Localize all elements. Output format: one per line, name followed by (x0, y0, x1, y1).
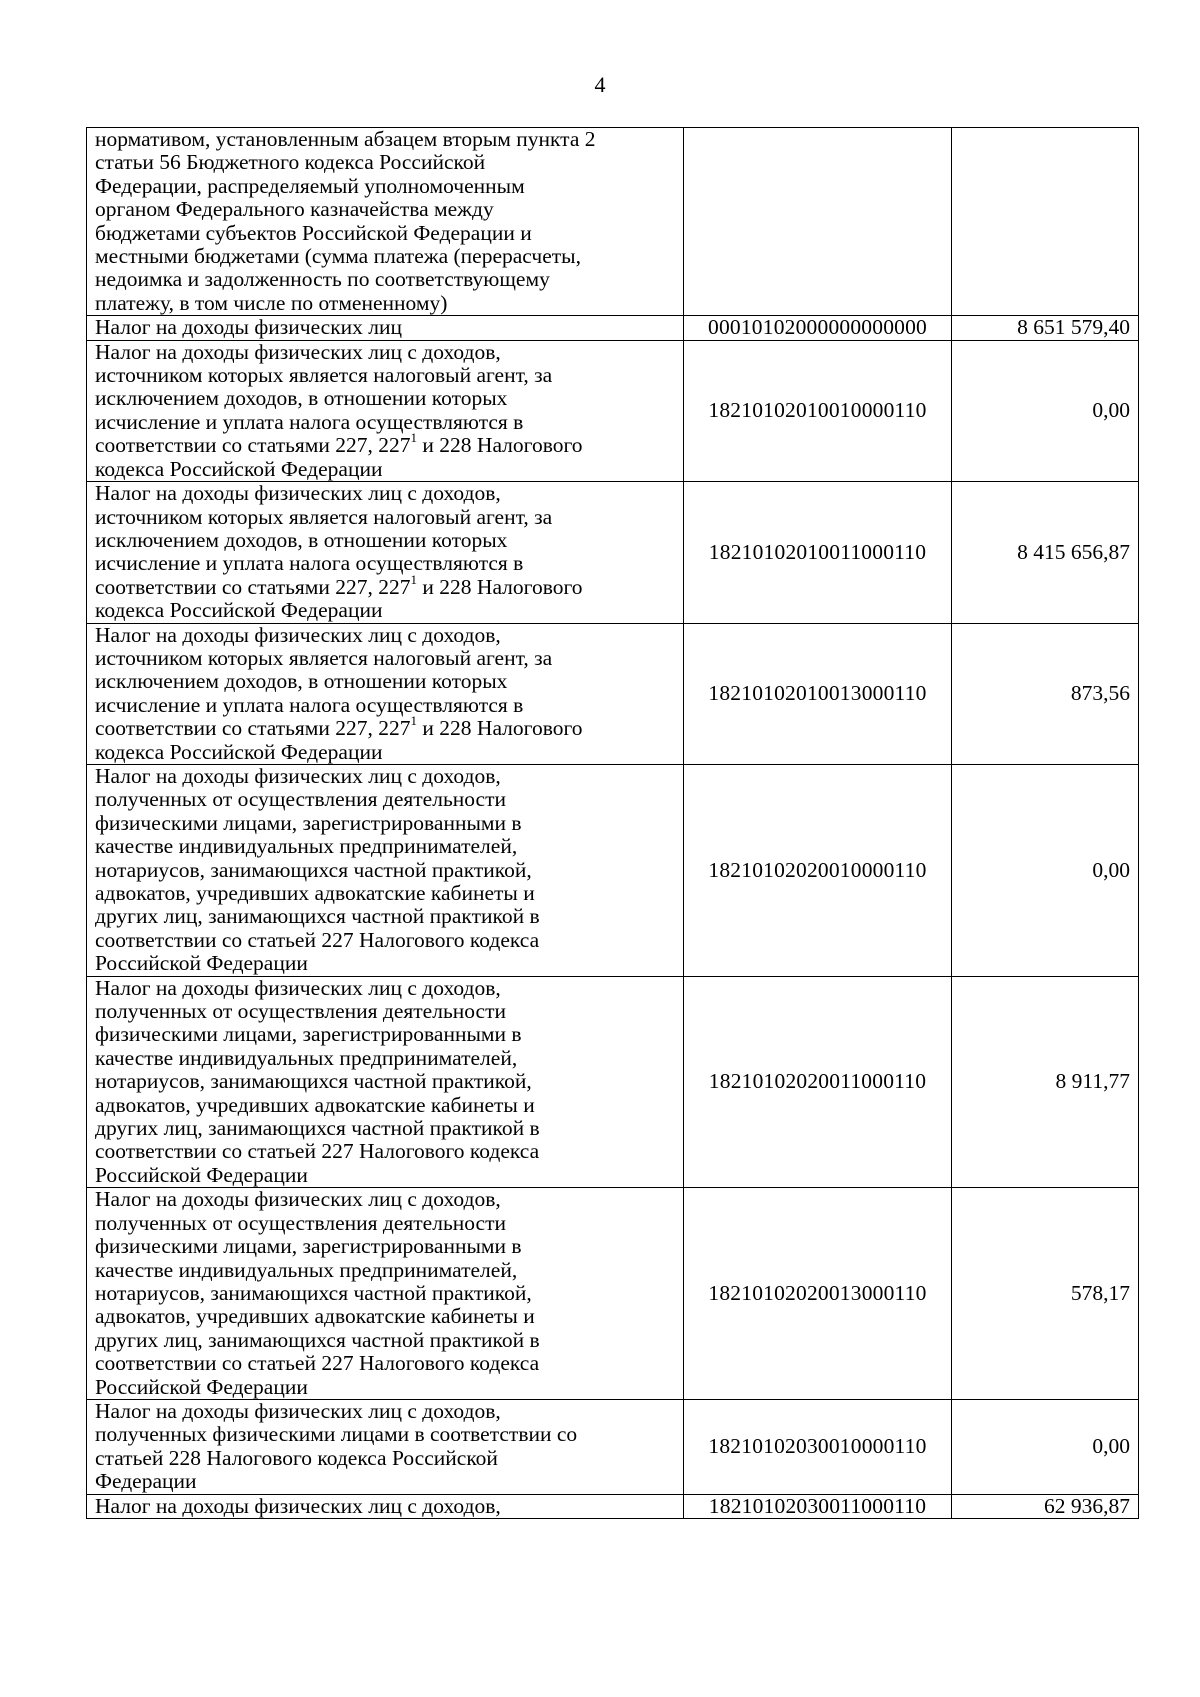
row-name-line (95, 1140, 675, 1163)
row-name-line (95, 316, 675, 339)
row-name-line (95, 882, 675, 905)
row-name-text: Налог на доходы физических лиц с доходов, (95, 340, 501, 364)
article-superscript: 1 (410, 713, 418, 728)
amount-value: 0,00 (952, 340, 1139, 481)
row-name-line (95, 268, 675, 291)
row-name-cell (87, 340, 684, 481)
row-name-line (95, 713, 675, 741)
row-name-line (95, 765, 675, 788)
row-name-text: органом Федерального казначейства между (95, 197, 494, 222)
row-name-line (95, 571, 675, 599)
row-name-text: исключением доходов, в отношении которых (95, 669, 508, 694)
row-name-text: Российской Федерации (95, 1374, 308, 1399)
table-row (87, 128, 1139, 316)
row-name-text: исключением доходов, в отношении которых (95, 386, 508, 411)
amount-value: 62 936,87 (952, 1494, 1139, 1518)
row-name-line (95, 245, 675, 268)
table-row (87, 340, 1139, 481)
amount-value (952, 128, 1139, 316)
row-name-line (95, 624, 675, 647)
row-name-text: нотариусов, занимающихся частной практикой, (95, 1280, 532, 1305)
budget-classification-code: 18210102020013000110 (684, 1188, 952, 1400)
row-name-text: Налог на доходы физических лиц с доходов, (95, 1494, 501, 1518)
budget-revenue-table (86, 127, 1139, 1519)
row-name-line (95, 1212, 675, 1235)
row-name-text: качестве индивидуальных предпринимателей, (95, 1257, 518, 1282)
amount-value: 8 415 656,87 (952, 482, 1139, 623)
row-name-text: физическими лицами, зарегистрированными в (95, 1022, 522, 1047)
row-name-line (95, 1117, 675, 1140)
row-name-text: источником которых является налоговый агент, за (95, 363, 553, 388)
row-name-text: платежу, в том числе по отмененному) (95, 290, 448, 315)
budget-classification-code: 18210102030011000110 (684, 1494, 952, 1518)
row-name-text: источником которых является налоговый агент, за (95, 504, 553, 529)
row-name-text: физическими лицами, зарегистрированными в (95, 810, 522, 835)
row-name-text: других лиц, занимающихся частной практикой в (95, 1116, 540, 1141)
row-name-line (95, 1423, 675, 1446)
row-name-text: адвокатов, учредивших адвокатские кабинеты и (95, 1092, 535, 1117)
row-name-text: соответствии со статьей 227 Налогового кодекса (95, 1139, 540, 1164)
row-name-text: Налог на доходы физических лиц с доходов, (95, 1399, 501, 1423)
row-name-cell (87, 623, 684, 764)
row-name-text: кодекса Российской Федерации (95, 598, 383, 623)
row-name-text: нормативом, установленным абзацем вторым пункта 2 (95, 127, 596, 151)
row-name-text: исчисление и уплата налога осуществляются в (95, 551, 524, 576)
row-name-line (95, 1329, 675, 1352)
row-name-line (95, 1235, 675, 1258)
article-superscript: 1 (410, 430, 418, 446)
row-name-cell (87, 482, 684, 623)
table-row (87, 1399, 1139, 1494)
row-name-line (95, 1094, 675, 1117)
budget-classification-code: 18210102030010000110 (684, 1399, 952, 1494)
row-name-line (95, 482, 675, 505)
table-row (87, 1188, 1139, 1400)
row-name-text: соответствии со статьей 227 Налогового кодекса (95, 927, 540, 952)
row-name-line (95, 1070, 675, 1093)
row-name-text: соответствии со статьями 227, 227 (95, 716, 411, 741)
row-name-line (95, 1376, 675, 1399)
row-name-cell (87, 764, 684, 976)
row-name-text: источником которых является налоговый агент, за (95, 645, 553, 670)
row-name-text: адвокатов, учредивших адвокатские кабинеты и (95, 1304, 535, 1329)
row-name-text: недоимка и задолженность по соответствующему (95, 267, 550, 292)
row-name-line (95, 1305, 675, 1328)
amount-value: 578,17 (952, 1188, 1139, 1400)
row-name-cell (87, 316, 684, 340)
table-row (87, 482, 1139, 623)
row-name-line (95, 1282, 675, 1305)
row-name-line (95, 1447, 675, 1470)
row-name-line (95, 552, 675, 575)
row-name-line (95, 1000, 675, 1023)
row-name-text: статьей 228 Налогового кодекса Российской (95, 1445, 498, 1470)
row-name-cell (87, 1494, 684, 1518)
page-number: 4 (594, 72, 606, 97)
row-name-line (95, 1188, 675, 1211)
amount-value: 873,56 (952, 623, 1139, 764)
row-name-line (95, 506, 675, 529)
row-name-line (95, 1164, 675, 1187)
row-name-cell (87, 128, 684, 316)
row-name-line (95, 694, 675, 717)
row-name-line (95, 128, 675, 151)
row-name-line (95, 1495, 675, 1518)
row-name-text: кодекса Российской Федерации (95, 456, 383, 481)
row-name-text: полученных от осуществления деятельности (95, 1210, 506, 1235)
budget-classification-code: 18210102020010000110 (684, 764, 952, 976)
row-name-text: соответствии со статьями 227, 227 (95, 574, 411, 599)
row-name-line (95, 175, 675, 198)
row-name-text: местными бюджетами (сумма платежа (перерасчеты, (95, 244, 581, 269)
budget-classification-code: 18210102010013000110 (684, 623, 952, 764)
row-name-line (95, 952, 675, 975)
row-name-text: бюджетами субъектов Российской Федерации и (95, 220, 532, 245)
row-name-text: исчисление и уплата налога осуществляются в (95, 409, 524, 434)
table-body (87, 128, 1139, 1519)
row-name-line (95, 1023, 675, 1046)
row-name-text: статьи 56 Бюджетного кодекса Российской (95, 150, 486, 175)
row-name-text: Российской Федерации (95, 951, 308, 976)
row-name-text-tail: и 228 Налогового (417, 433, 583, 458)
budget-classification-code (684, 128, 952, 316)
row-name-text: Налог на доходы физических лиц с доходов, (95, 1187, 501, 1212)
row-name-text: исчисление и уплата налога осуществляются в (95, 692, 524, 717)
row-name-text: Федерации, распределяемый уполномоченным (95, 173, 525, 198)
row-name-line (95, 387, 675, 410)
amount-value: 8 651 579,40 (952, 316, 1139, 340)
row-name-text: других лиц, занимающихся частной практикой в (95, 1327, 540, 1352)
row-name-text: Налог на доходы физических лиц с доходов, (95, 764, 501, 788)
row-name-cell (87, 1188, 684, 1400)
row-name-line (95, 647, 675, 670)
row-name-line (95, 1047, 675, 1070)
row-name-cell (87, 976, 684, 1188)
row-name-line (95, 1470, 675, 1493)
row-name-line (95, 859, 675, 882)
row-name-line (95, 905, 675, 928)
row-name-line (95, 977, 675, 1000)
row-name-line (95, 929, 675, 952)
table-row (87, 623, 1139, 764)
row-name-line (95, 341, 675, 364)
row-name-text: качестве индивидуальных предпринимателей, (95, 1045, 518, 1070)
row-name-text: других лиц, занимающихся частной практикой в (95, 904, 540, 929)
amount-value: 0,00 (952, 764, 1139, 976)
row-name-text: Налог на доходы физических лиц с доходов, (95, 976, 501, 1000)
row-name-text-tail: и 228 Налогового (417, 574, 583, 599)
budget-classification-code: 18210102020011000110 (684, 976, 952, 1188)
amount-value: 0,00 (952, 1399, 1139, 1494)
table-row (87, 316, 1139, 340)
row-name-text: Налог на доходы физических лиц (95, 315, 403, 340)
row-name-text: нотариусов, занимающихся частной практикой, (95, 857, 532, 882)
table-row (87, 976, 1139, 1188)
budget-classification-code: 00010102000000000000 (684, 316, 952, 340)
article-superscript: 1 (410, 571, 418, 587)
row-name-line (95, 292, 675, 315)
row-name-text: Налог на доходы физических лиц с доходов, (95, 623, 501, 647)
row-name-line (95, 1259, 675, 1282)
row-name-text: Налог на доходы физических лиц с доходов, (95, 481, 501, 506)
budget-classification-code: 18210102010010000110 (684, 340, 952, 481)
row-name-text: полученных от осуществления деятельности (95, 999, 506, 1024)
amount-value: 8 911,77 (952, 976, 1139, 1188)
row-name-line (95, 458, 675, 481)
row-name-line (95, 198, 675, 221)
row-name-line (95, 364, 675, 387)
row-name-text-tail: и 228 Налогового (417, 716, 583, 741)
row-name-line (95, 812, 675, 835)
row-name-text: качестве индивидуальных предпринимателей, (95, 834, 518, 859)
row-name-text: исключением доходов, в отношении которых (95, 527, 508, 552)
row-name-text: соответствии со статьей 227 Налогового кодекса (95, 1351, 540, 1376)
row-name-line (95, 151, 675, 174)
table-row (87, 1494, 1139, 1518)
row-name-line (95, 1400, 675, 1423)
row-name-line (95, 788, 675, 811)
row-name-cell (87, 1399, 684, 1494)
row-name-line (95, 222, 675, 245)
row-name-line (95, 411, 675, 434)
row-name-line (95, 430, 675, 458)
row-name-line (95, 599, 675, 622)
row-name-text: полученных физическими лицами в соответствии со (95, 1422, 578, 1447)
row-name-text: соответствии со статьями 227, 227 (95, 433, 411, 458)
row-name-line (95, 835, 675, 858)
row-name-line (95, 741, 675, 764)
row-name-text: физическими лицами, зарегистрированными в (95, 1234, 522, 1259)
table-row (87, 764, 1139, 976)
row-name-text: полученных от осуществления деятельности (95, 787, 506, 812)
row-name-line (95, 1352, 675, 1375)
row-name-text: адвокатов, учредивших адвокатские кабинеты и (95, 881, 535, 905)
row-name-line (95, 529, 675, 552)
row-name-text: Федерации (95, 1469, 197, 1494)
row-name-text: кодекса Российской Федерации (95, 739, 383, 764)
row-name-text: нотариусов, занимающихся частной практикой, (95, 1069, 532, 1094)
budget-classification-code: 18210102010011000110 (684, 482, 952, 623)
row-name-line (95, 670, 675, 693)
row-name-text: Российской Федерации (95, 1162, 308, 1187)
